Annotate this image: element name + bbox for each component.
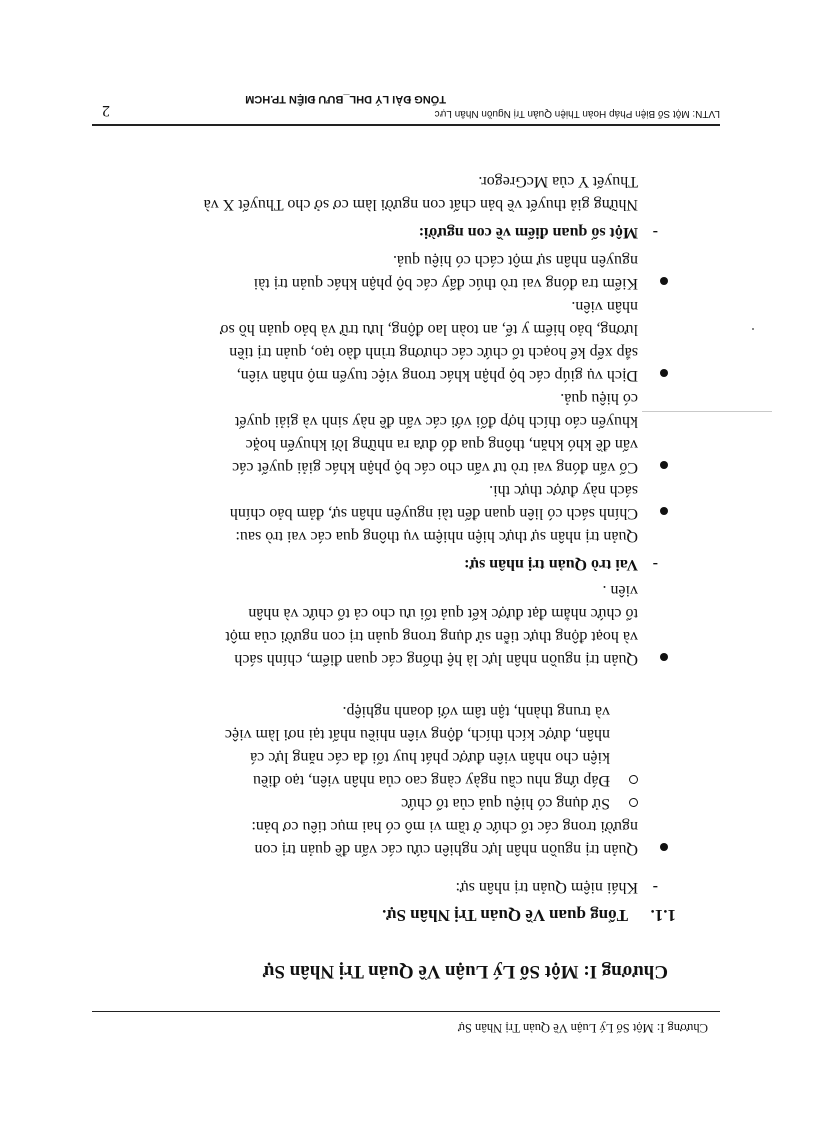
text-line: nguyên nhân sự một cách có hiệu quả.	[392, 252, 638, 269]
text-line: có hiệu quả.	[560, 390, 638, 407]
role-dash: -	[652, 556, 658, 573]
views-dash: -	[652, 224, 658, 241]
section-title: Tổng quan Về Quản Trị Nhân Sự.	[382, 906, 628, 925]
role-bullet-4	[660, 277, 668, 285]
text-line: Quản trị nguồn nhân lực nghiên cứu các vấn đề quản trị con	[254, 841, 638, 858]
text-line: Đáp ứng nhu cầu ngày càng cao của nhân viên, tạo điều	[253, 772, 610, 789]
text-line: và trung thành, tận tâm với doanh nghiệp.	[342, 703, 610, 720]
text-line: Những giả thuyết về bản chất con người làm cơ sở cho Thuyết X và	[203, 196, 638, 213]
text-line: và hoạt động thực tiễn sử dụng trong quản trị con người của một	[225, 628, 638, 645]
text-line: sắp xếp kế hoạch tổ chức các chương trình đào tạo, quản trị tiền	[229, 344, 638, 361]
text-line: kiện cho nhân viên được phát huy tối đa các năng lực cá	[250, 749, 610, 766]
text-line: vấn đề khó khăn, thông qua đó đưa ra những lời khuyến hoặc	[245, 436, 638, 453]
section-number: 1.1.	[650, 906, 676, 925]
concept-heading: Khái niệm Quản trị nhân sự:	[455, 879, 638, 896]
page-number: 2	[102, 102, 110, 119]
concept-dash: -	[652, 879, 658, 896]
concept-bullet-1	[660, 843, 668, 851]
scan-speck	[752, 328, 754, 330]
concept-sub-2-text	[98, 700, 610, 792]
text-line: người trong các tổ chức ở tầm vi mô có hai mục tiêu cơ bản:	[251, 818, 638, 835]
role-item-4-text	[98, 249, 638, 295]
text-line: sách này được thực thi.	[489, 482, 638, 499]
text-line: lương, bảo hiểm y tế, an toàn lao động, lưu trữ và bảo quản hồ sơ	[220, 321, 638, 338]
role-intro: Quản trị nhân sự thực hiện nhiệm vụ thông qua các vai trò sau:	[235, 528, 638, 545]
views-heading: Một số quan điểm về con người:	[418, 224, 638, 241]
role-bullet-3	[660, 369, 668, 377]
text-line: Quản trị nguồn nhân lực là hệ thống các quan điểm, chính sách	[234, 651, 638, 668]
role-bullet-1	[660, 507, 668, 515]
text-line: nhân, được kích thích, động viên nhiều nhất tại nơi làm việc	[224, 726, 610, 743]
role-bullet-2	[660, 461, 668, 469]
concept-bullet-2	[660, 653, 668, 661]
role-item-1-text	[98, 479, 638, 525]
text-line: khuyến cáo thích hợp đối với các vấn đề này sinh và giải quyết	[234, 413, 638, 430]
text-line: Dịch vụ giúp các bộ phận khác trong việc tuyển mộ nhân viên,	[236, 367, 638, 384]
text-line: viên .	[602, 582, 638, 599]
concept-sub-1-marker	[629, 798, 638, 807]
concept-bullet-1-text	[98, 815, 638, 861]
footer-thesis: LVTN: Một Số Biện Pháp Hoàn Thiện Quản Trị Nguồn Nhân Lực	[434, 108, 720, 119]
concept-sub-2-marker	[629, 775, 638, 784]
concept-bullet-2-text	[98, 579, 638, 671]
text-line: Kiểm tra đóng vai trò thúc đẩy các bộ phận khác quản trị tài	[253, 275, 638, 292]
text-line: nhân viên.	[571, 298, 638, 315]
footer-rule	[92, 124, 720, 126]
header-rule	[92, 1011, 720, 1012]
running-header: Chương I: Một Số Lý Luận Về Quản Trị Nhân Sự	[458, 1021, 708, 1035]
text-line: tổ chức nhằm đạt được kết quả tối ưu cho cả tổ chức và nhân	[248, 605, 638, 622]
footer-org: TỔNG ĐÀI LÝ DHL_BƯU ĐIỆN TP.HCM	[245, 93, 446, 105]
role-item-3-text	[98, 295, 638, 387]
text-line: Chính sách có liên quan đến tài nguyên nhân sự, đảm bảo chính	[229, 505, 638, 522]
text-line: Cố vấn đóng vai trò tư vấn cho các bộ phận khác giải quyết các	[232, 459, 638, 476]
views-text	[98, 170, 638, 216]
text-line: Thuyết Y của McGregor.	[478, 173, 638, 190]
scan-speck	[642, 411, 772, 412]
chapter-title: Chương I: Một Số Lý Luận Về Quản Trị Nhân Sự	[263, 961, 668, 982]
role-item-2-text	[98, 387, 638, 479]
role-heading: Vai trò Quản trị nhân sự:	[464, 556, 638, 573]
concept-sub-1-text: Sử dụng có hiệu quả của tổ chức	[401, 795, 610, 812]
